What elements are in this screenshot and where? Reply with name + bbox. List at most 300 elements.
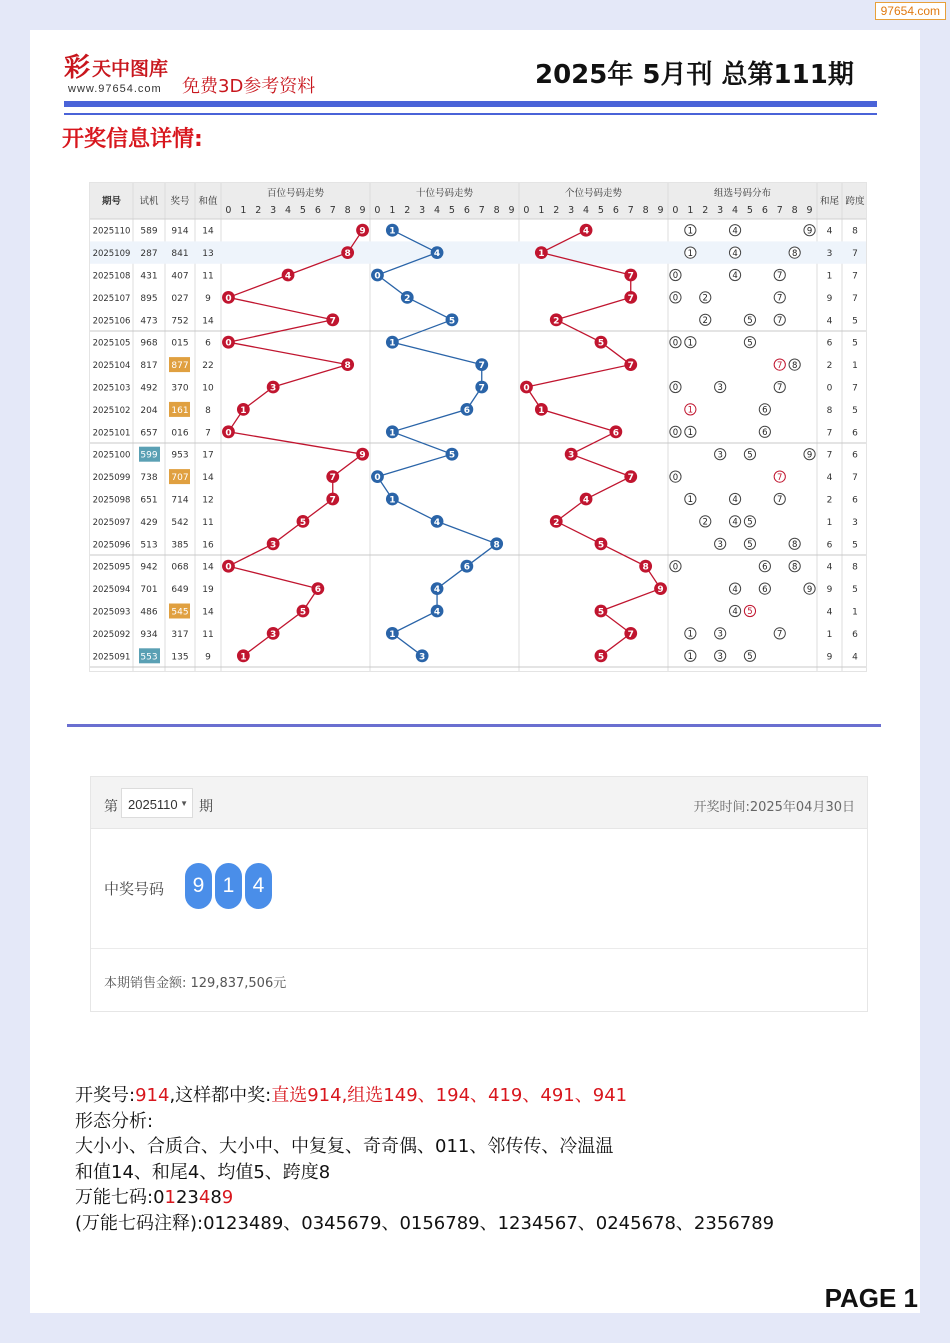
tail-cell: 1 bbox=[826, 517, 833, 528]
group-digit: 0 bbox=[672, 293, 679, 304]
section-title: 开奖信息详情: bbox=[62, 127, 203, 152]
group-digit: 8 bbox=[791, 360, 798, 371]
draw-cell: 877 bbox=[171, 361, 189, 372]
sum-cell: 14 bbox=[202, 226, 214, 237]
draw-cell: 068 bbox=[171, 562, 189, 573]
seven-code-digit: 23 bbox=[175, 1187, 199, 1208]
group-digit: 4 bbox=[732, 607, 738, 618]
period-cell: 2025102 bbox=[92, 405, 131, 416]
issue-title: 2025年 5月刊 总第111期 bbox=[535, 60, 854, 90]
trial-cell: 942 bbox=[140, 562, 158, 573]
group-digit: 4 bbox=[732, 226, 738, 237]
sum-cell: 12 bbox=[202, 495, 214, 506]
trend-ball-label: 1 bbox=[240, 405, 247, 416]
tail-cell: 2 bbox=[826, 495, 833, 506]
span-cell: 5 bbox=[852, 316, 858, 327]
page bbox=[30, 30, 920, 1313]
digit-header: 8 bbox=[493, 205, 500, 216]
group-digit: 2 bbox=[702, 316, 708, 326]
chevron-down-icon: ▼ bbox=[180, 799, 188, 808]
analysis-line-3: 大小小、合质合、大小中、中复复、奇奇偶、011、邻传传、冷温温 bbox=[75, 1136, 614, 1157]
digit-header: 9 bbox=[657, 205, 664, 216]
trend-ball-label: 5 bbox=[597, 652, 605, 663]
digit-header: 3 bbox=[270, 205, 277, 216]
draw-cell: 015 bbox=[171, 338, 189, 349]
trend-ball-label: 0 bbox=[225, 293, 232, 304]
digit-header: 3 bbox=[419, 205, 426, 216]
period-cell: 2025109 bbox=[92, 249, 131, 260]
span-cell: 1 bbox=[852, 607, 858, 618]
group-digit: 4 bbox=[732, 248, 738, 259]
group-digit: 1 bbox=[687, 629, 694, 640]
group-digit: 6 bbox=[762, 405, 768, 416]
draw-cell: 135 bbox=[171, 652, 189, 663]
trend-ball-label: 2 bbox=[553, 316, 560, 327]
digit-header: 7 bbox=[329, 205, 336, 216]
trend-ball-label: 6 bbox=[612, 428, 619, 439]
trend-ball-label: 1 bbox=[240, 652, 247, 663]
digit-header: 0 bbox=[523, 205, 530, 216]
group-digit: 3 bbox=[717, 629, 723, 640]
trend-ball-label: 0 bbox=[523, 383, 530, 394]
group-digit: 4 bbox=[732, 517, 738, 528]
trend-ball-label: 5 bbox=[597, 607, 605, 618]
trend-ball-label: 7 bbox=[627, 629, 634, 640]
column-header: 期号 bbox=[101, 196, 122, 207]
trial-cell: 513 bbox=[140, 540, 158, 551]
seven-code-label: 万能七码: bbox=[75, 1187, 154, 1208]
group-digit: 6 bbox=[762, 428, 768, 438]
trend-ball-label: 2 bbox=[404, 293, 411, 304]
trend-ball-label: 5 bbox=[597, 540, 605, 551]
trend-ball-label: 8 bbox=[493, 540, 500, 551]
digit-header: 9 bbox=[508, 205, 515, 216]
group-digit: 0 bbox=[672, 383, 679, 394]
section-divider bbox=[67, 724, 881, 727]
tail-cell: 4 bbox=[826, 226, 833, 237]
sum-cell: 14 bbox=[202, 562, 214, 573]
group-digit: 0 bbox=[672, 338, 679, 349]
header-rule-thin bbox=[64, 113, 877, 115]
digit-header: 7 bbox=[776, 205, 783, 216]
sum-cell: 16 bbox=[202, 540, 214, 551]
tail-cell: 7 bbox=[826, 428, 833, 439]
trial-cell: 287 bbox=[140, 249, 158, 260]
draw-cell: 841 bbox=[171, 249, 189, 260]
trend-ball-label: 1 bbox=[538, 249, 545, 260]
group-digit: 6 bbox=[762, 584, 768, 595]
group-header: 十位号码走势 bbox=[415, 188, 474, 199]
sum-cell: 22 bbox=[202, 361, 214, 372]
period-prefix: 第 bbox=[104, 799, 118, 815]
digit-header: 5 bbox=[746, 205, 753, 216]
analysis-line-5 bbox=[75, 1185, 774, 1211]
digit-header: 4 bbox=[434, 205, 441, 216]
trend-ball-label: 9 bbox=[657, 585, 664, 596]
tail-cell: 8 bbox=[826, 405, 833, 416]
period-cell: 2025108 bbox=[92, 271, 131, 282]
trend-ball-label: 4 bbox=[433, 585, 441, 596]
sum-cell: 19 bbox=[202, 585, 214, 596]
period-cell: 2025092 bbox=[92, 629, 131, 640]
digit-header: 2 bbox=[553, 205, 560, 216]
trend-ball-label: 4 bbox=[284, 271, 292, 282]
trend-ball-label: 9 bbox=[359, 226, 366, 237]
digit-header: 6 bbox=[612, 205, 619, 216]
digit-header: 9 bbox=[806, 205, 813, 216]
period-cell: 2025103 bbox=[92, 383, 131, 394]
trend-table bbox=[89, 182, 867, 672]
group-digit: 5 bbox=[747, 316, 753, 326]
trend-ball-label: 3 bbox=[270, 629, 277, 640]
trend-ball-label: 1 bbox=[538, 405, 545, 416]
tail-cell: 6 bbox=[826, 338, 833, 349]
trial-cell: 651 bbox=[140, 495, 158, 506]
tail-cell: 7 bbox=[826, 450, 833, 461]
digit-header: 1 bbox=[389, 205, 396, 216]
group-digit: 0 bbox=[672, 428, 679, 438]
winning-numbers-label: 中奖号码 bbox=[104, 880, 165, 898]
group-digit: 9 bbox=[806, 450, 813, 461]
draw-number: 914 bbox=[135, 1085, 170, 1106]
group-digit: 1 bbox=[687, 226, 694, 237]
seven-code-digit: 8 bbox=[210, 1187, 222, 1208]
group-digit: 7 bbox=[777, 383, 783, 394]
span-cell: 7 bbox=[852, 271, 858, 282]
trial-cell: 738 bbox=[140, 473, 158, 484]
tail-cell: 1 bbox=[826, 629, 833, 640]
trend-ball-label: 5 bbox=[448, 316, 456, 327]
group-header: 个位号码走势 bbox=[564, 188, 623, 199]
trial-cell: 553 bbox=[140, 652, 158, 663]
sum-cell: 14 bbox=[202, 607, 214, 618]
tail-cell: 6 bbox=[826, 540, 833, 551]
trend-ball-label: 0 bbox=[374, 271, 381, 282]
trend-ball-label: 3 bbox=[419, 652, 426, 663]
sum-cell: 8 bbox=[205, 405, 211, 416]
trial-cell: 492 bbox=[140, 383, 158, 394]
digit-header: 7 bbox=[627, 205, 634, 216]
group-digit: 1 bbox=[687, 338, 694, 349]
trend-ball-label: 8 bbox=[344, 361, 351, 372]
winning-number-ball: 9 bbox=[185, 863, 212, 909]
seven-code-digit: 9 bbox=[221, 1187, 234, 1208]
group-digit: 7 bbox=[777, 316, 783, 326]
group-digit: 9 bbox=[806, 584, 813, 595]
span-cell: 8 bbox=[852, 562, 858, 573]
digit-header: 0 bbox=[225, 205, 232, 216]
digit-header: 3 bbox=[717, 205, 724, 216]
period-cell: 2025107 bbox=[92, 293, 131, 304]
trend-ball-label: 1 bbox=[389, 629, 396, 640]
trend-ball-label: 4 bbox=[582, 226, 590, 237]
column-header: 和尾 bbox=[819, 196, 840, 207]
period-suffix: 期 bbox=[199, 799, 213, 815]
digit-header: 8 bbox=[791, 205, 798, 216]
draw-cell: 752 bbox=[171, 316, 189, 327]
draw-number-label: 开奖号: bbox=[75, 1085, 136, 1106]
group-digit: 5 bbox=[747, 517, 753, 528]
trial-cell: 701 bbox=[140, 585, 158, 596]
draw-cell: 016 bbox=[171, 428, 189, 439]
sum-cell: 10 bbox=[202, 383, 214, 394]
sum-cell: 11 bbox=[202, 517, 214, 528]
period-cell: 2025106 bbox=[92, 316, 131, 327]
trend-ball-label: 5 bbox=[597, 338, 605, 349]
span-cell: 5 bbox=[852, 540, 858, 551]
span-cell: 7 bbox=[852, 383, 858, 394]
watermark: 97654.com bbox=[875, 2, 946, 20]
group-digit: 3 bbox=[717, 652, 723, 662]
draw-cell: 407 bbox=[171, 271, 189, 282]
span-cell: 6 bbox=[852, 428, 858, 439]
group-digit: 8 bbox=[791, 540, 798, 550]
group-header: 组选号码分布 bbox=[713, 188, 772, 199]
trend-ball-label: 7 bbox=[478, 383, 485, 394]
column-header: 试机 bbox=[139, 196, 159, 207]
group-header: 百位号码走势 bbox=[266, 188, 325, 199]
digit-header: 3 bbox=[568, 205, 575, 216]
draw-cell: 027 bbox=[171, 293, 189, 304]
tail-cell: 0 bbox=[826, 383, 833, 394]
group-digit: 4 bbox=[732, 584, 738, 595]
draw-cell: 161 bbox=[171, 405, 189, 416]
digit-header: 2 bbox=[404, 205, 411, 216]
trial-cell: 934 bbox=[140, 629, 158, 640]
trend-ball-label: 4 bbox=[433, 517, 441, 528]
group-digit: 5 bbox=[747, 338, 753, 349]
group-digit: 3 bbox=[717, 540, 723, 550]
trend-ball-label: 7 bbox=[627, 361, 634, 372]
trend-ball-label: 1 bbox=[389, 428, 396, 439]
sum-cell: 14 bbox=[202, 473, 214, 484]
digit-header: 5 bbox=[448, 205, 455, 216]
group-digit: 7 bbox=[777, 495, 783, 506]
digit-header: 8 bbox=[344, 205, 351, 216]
column-header: 跨度 bbox=[845, 196, 865, 207]
group-digit: 0 bbox=[672, 472, 679, 483]
tail-cell: 1 bbox=[826, 271, 833, 282]
group-digit: 7 bbox=[777, 360, 783, 371]
group-digit: 3 bbox=[717, 450, 723, 461]
trial-cell: 817 bbox=[140, 361, 158, 372]
digit-header: 1 bbox=[538, 205, 545, 216]
draw-cell: 714 bbox=[171, 495, 189, 506]
trend-ball-label: 7 bbox=[329, 473, 336, 484]
digit-header: 0 bbox=[672, 205, 679, 216]
digit-header: 5 bbox=[299, 205, 306, 216]
sum-cell: 9 bbox=[205, 293, 211, 304]
winning-number-ball: 1 bbox=[215, 863, 242, 909]
group-digit: 1 bbox=[687, 405, 694, 416]
digit-header: 2 bbox=[255, 205, 262, 216]
period-cell: 2025098 bbox=[92, 495, 131, 506]
analysis-line-4: 和值14、和尾4、均值5、跨度8 bbox=[75, 1161, 331, 1183]
digit-header: 1 bbox=[240, 205, 247, 216]
digit-header: 4 bbox=[583, 205, 590, 216]
trend-ball-label: 5 bbox=[299, 607, 307, 618]
draw-cell: 385 bbox=[171, 540, 189, 551]
trial-cell: 486 bbox=[140, 607, 158, 618]
group-digit: 0 bbox=[672, 271, 679, 282]
span-cell: 5 bbox=[852, 585, 858, 596]
span-cell: 7 bbox=[852, 249, 858, 260]
tail-cell: 4 bbox=[826, 316, 833, 327]
group-digit: 7 bbox=[777, 629, 783, 640]
draw-cell: 649 bbox=[171, 585, 189, 596]
digit-header: 7 bbox=[478, 205, 485, 216]
group-digit: 1 bbox=[687, 428, 694, 438]
analysis-line-1 bbox=[75, 1083, 774, 1109]
trend-ball-label: 4 bbox=[433, 607, 441, 618]
sum-cell: 7 bbox=[205, 428, 211, 439]
column-header: 奖号 bbox=[170, 196, 190, 207]
trend-ball-label: 9 bbox=[359, 450, 366, 461]
trend-chart bbox=[90, 183, 867, 672]
draw-time: 开奖时间:2025年04月30日 bbox=[693, 800, 855, 815]
seven-code-digit: 1 bbox=[164, 1187, 176, 1208]
sum-cell: 6 bbox=[205, 338, 211, 349]
sum-cell: 9 bbox=[205, 652, 211, 663]
trend-ball-label: 4 bbox=[582, 495, 590, 506]
group-digit: 7 bbox=[777, 293, 783, 304]
group-digit: 1 bbox=[687, 652, 694, 662]
span-cell: 1 bbox=[852, 361, 858, 372]
group-digit: 5 bbox=[747, 450, 753, 461]
digit-header: 0 bbox=[374, 205, 381, 216]
panel-divider bbox=[91, 948, 867, 949]
trend-ball-label: 4 bbox=[433, 249, 441, 260]
trial-cell: 968 bbox=[140, 338, 158, 349]
trend-ball-label: 1 bbox=[389, 338, 396, 349]
analysis-block bbox=[75, 1083, 774, 1236]
digit-header: 6 bbox=[314, 205, 321, 216]
trend-ball-label: 0 bbox=[374, 473, 381, 484]
logo-url: www.97654.com bbox=[68, 83, 162, 95]
trial-cell: 599 bbox=[140, 450, 158, 461]
analysis-line-6: (万能七码注释):0123489、0345679、0156789、1234567、0245678、2356789 bbox=[75, 1212, 775, 1234]
period-cell: 2025105 bbox=[92, 338, 131, 349]
digit-header: 9 bbox=[359, 205, 366, 216]
tail-cell: 4 bbox=[826, 607, 833, 618]
trend-ball-label: 1 bbox=[389, 226, 396, 237]
group-digit: 6 bbox=[762, 562, 768, 573]
header-rule-thick bbox=[64, 101, 877, 107]
digit-header: 2 bbox=[702, 205, 709, 216]
group-digit: 1 bbox=[687, 248, 694, 259]
trend-ball-label: 5 bbox=[448, 450, 456, 461]
period-select-value: 2025110 bbox=[128, 797, 178, 812]
span-cell: 5 bbox=[852, 405, 858, 416]
span-cell: 7 bbox=[852, 293, 858, 304]
group-digit: 7 bbox=[777, 472, 783, 483]
period-cell: 2025093 bbox=[92, 607, 131, 618]
period-cell: 2025091 bbox=[92, 652, 131, 663]
trial-cell: 431 bbox=[140, 271, 158, 282]
trend-ball-label: 0 bbox=[225, 428, 232, 439]
digit-header: 4 bbox=[285, 205, 292, 216]
trend-ball-label: 5 bbox=[299, 517, 307, 528]
period-select[interactable] bbox=[121, 788, 193, 818]
draw-cell: 914 bbox=[171, 226, 189, 237]
sum-cell: 13 bbox=[202, 249, 214, 260]
span-cell: 5 bbox=[852, 338, 858, 349]
trend-ball-label: 0 bbox=[225, 338, 232, 349]
draw-cell: 707 bbox=[171, 473, 189, 484]
tail-cell: 9 bbox=[826, 293, 833, 304]
trend-ball-label: 7 bbox=[627, 293, 634, 304]
sum-cell: 11 bbox=[202, 271, 214, 282]
trial-cell: 429 bbox=[140, 517, 158, 528]
group-digit: 5 bbox=[747, 607, 753, 618]
group-digit: 5 bbox=[747, 540, 753, 550]
logo-tagline: 免费3D参考资料 bbox=[182, 76, 316, 97]
period-cell: 2025095 bbox=[92, 562, 131, 573]
trend-ball-label: 7 bbox=[627, 473, 634, 484]
digit-header: 6 bbox=[463, 205, 470, 216]
trend-ball-label: 1 bbox=[389, 495, 396, 506]
group-digit: 8 bbox=[791, 562, 798, 573]
sum-cell: 17 bbox=[202, 450, 214, 461]
group-digit: 2 bbox=[702, 293, 708, 304]
period-cell: 2025100 bbox=[92, 450, 131, 461]
trend-ball-label: 8 bbox=[642, 562, 649, 573]
period-cell: 2025097 bbox=[92, 517, 131, 528]
digit-header: 6 bbox=[761, 205, 768, 216]
draw-cell: 542 bbox=[171, 517, 189, 528]
draw-cell: 953 bbox=[171, 450, 189, 461]
trial-cell: 657 bbox=[140, 428, 158, 439]
trend-ball-label: 0 bbox=[225, 562, 232, 573]
group-digit: 4 bbox=[732, 495, 738, 506]
winning-number-ball: 4 bbox=[245, 863, 272, 909]
winning-combos: 直选914,组选149、194、419、491、941 bbox=[271, 1085, 628, 1106]
draw-cell: 317 bbox=[171, 629, 189, 640]
trend-ball-label: 3 bbox=[270, 383, 277, 394]
winning-note: ,这样都中奖: bbox=[169, 1085, 272, 1106]
group-digit: 8 bbox=[791, 248, 798, 259]
digit-header: 1 bbox=[687, 205, 694, 216]
sales-amount: 本期销售金额: 129,837,506元 bbox=[104, 976, 287, 991]
period-cell: 2025094 bbox=[92, 585, 131, 596]
span-cell: 3 bbox=[852, 517, 858, 528]
tail-cell: 9 bbox=[826, 585, 833, 596]
column-header: 和值 bbox=[198, 196, 218, 207]
digit-header: 5 bbox=[597, 205, 604, 216]
span-cell: 6 bbox=[852, 629, 858, 640]
sum-cell: 14 bbox=[202, 316, 214, 327]
analysis-line-2: 形态分析: bbox=[75, 1110, 154, 1132]
trial-cell: 473 bbox=[140, 316, 158, 327]
trend-ball-label: 6 bbox=[463, 405, 470, 416]
seven-code-digit: 0 bbox=[153, 1187, 165, 1208]
group-digit: 9 bbox=[806, 226, 813, 237]
span-cell: 8 bbox=[852, 226, 858, 237]
period-cell: 2025110 bbox=[92, 226, 131, 237]
group-digit: 3 bbox=[717, 383, 723, 394]
span-cell: 7 bbox=[852, 473, 858, 484]
trend-ball-label: 7 bbox=[329, 495, 336, 506]
trend-ball-label: 3 bbox=[568, 450, 575, 461]
digit-header: 4 bbox=[732, 205, 739, 216]
period-cell: 2025101 bbox=[92, 428, 131, 439]
group-digit: 5 bbox=[747, 652, 753, 662]
trend-ball-label: 3 bbox=[270, 540, 277, 551]
trend-ball-label: 7 bbox=[478, 361, 485, 372]
period-cell: 2025104 bbox=[92, 361, 131, 372]
tail-cell: 4 bbox=[826, 562, 833, 573]
logo-name: 天中图库 bbox=[92, 58, 169, 80]
